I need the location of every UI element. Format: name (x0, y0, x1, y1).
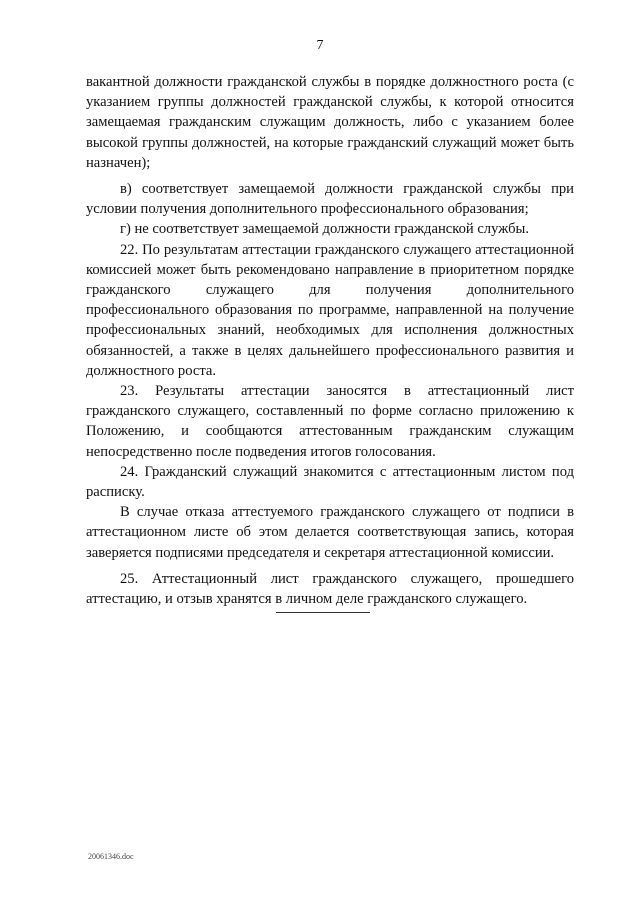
paragraph-item-v: в) соответствует замещаемой должности гражданской службы при условии получения дополнительного профессионального образования; (86, 181, 574, 218)
paragraph-23: 23. Результаты аттестации заносятся в аттестационный лист гражданского служащего, составленный по форме согласно приложению к Положению, и сообщаются аттестованным гражданским служащим непосредственно после подведения итогов голосования. (86, 383, 574, 460)
paragraph-25: 25. Аттестационный лист гражданского служащего, прошедшего аттестацию, и отзыв хранятся в личном деле гражданского служащего. (86, 570, 574, 608)
paragraph-24: 24. Гражданский служащий знакомится с аттестационным листом под расписку. (86, 463, 574, 501)
end-divider (276, 612, 370, 613)
paragraph-item-g: г) не соответствует замещаемой должности гражданской службы. (120, 221, 529, 238)
document-body (86, 72, 574, 609)
paragraph-22: 22. По результатам аттестации гражданского служащего аттестационной комиссией может быть рекомендовано направление в приоритетном порядке гражданского служащего для получения дополнительного профессионального образования по программе, направленной на получение профессиональных знаний, необходимых для исполнения должностных обязанностей, а также в целях дальнейшего профессионального развития и должностного роста. (86, 241, 574, 379)
paragraph-continuation: вакантной должности гражданской службы в порядке должностного роста (с указанием группы должностей гражданской службы, к которой относится замещаемая гражданским служащим должность, либо с указанием более высокой группы должностей, на которые гражданский служащий может быть назначен); (86, 74, 574, 171)
paragraph-refusal: В случае отказа аттестуемого гражданского служащего от подписи в аттестационном листе об этом делается соответствующая запись, которая заверяется подписями председателя и секретаря аттестационной комиссии. (86, 504, 574, 561)
page-number: 7 (316, 38, 324, 53)
file-name-footer: 20061346.doc (88, 852, 134, 861)
